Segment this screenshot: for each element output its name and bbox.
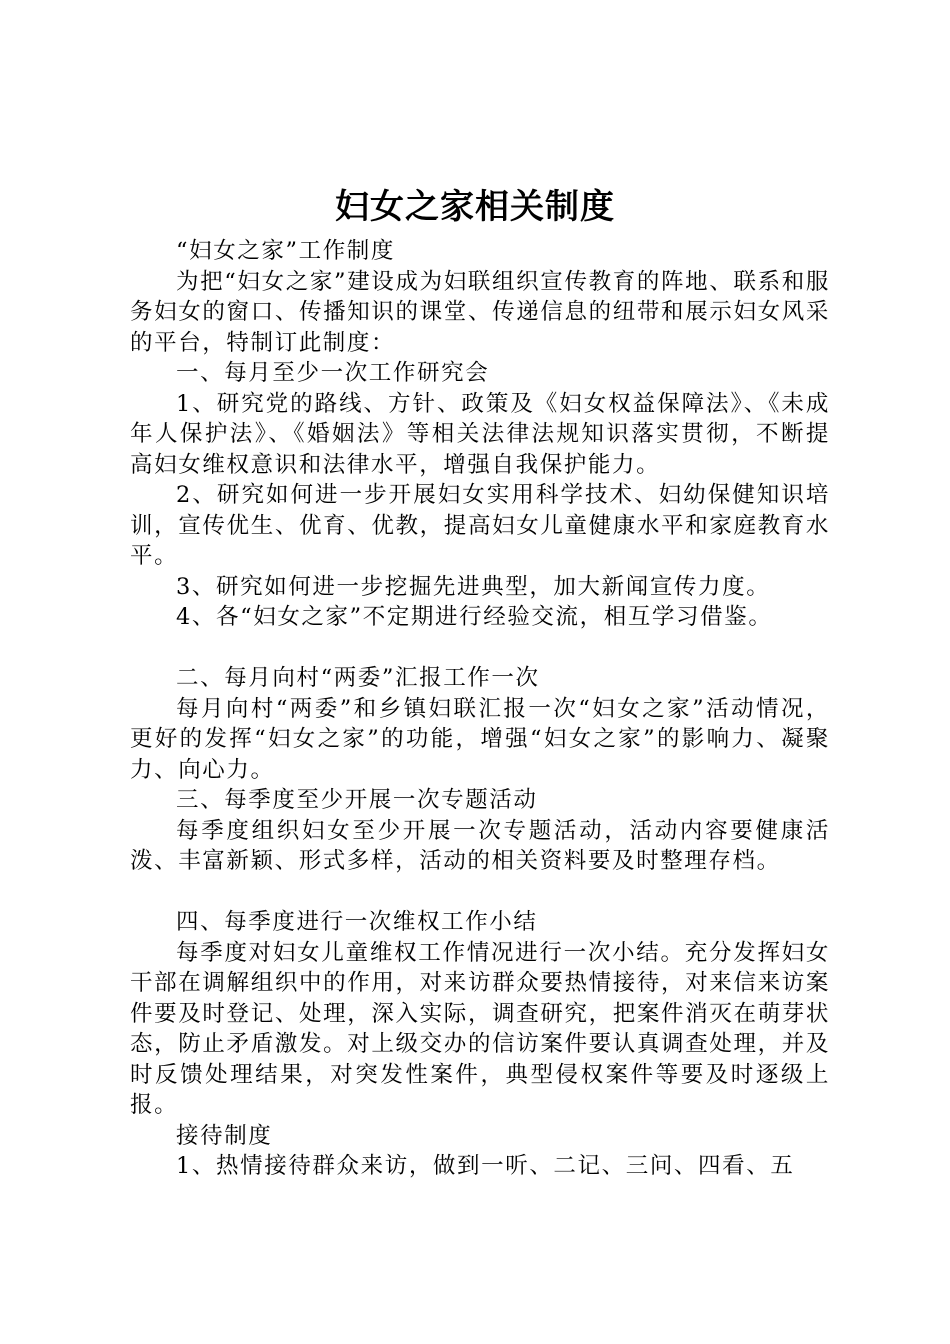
- reception-item-1: 1、热情接待群众来访，做到一听、二记、三问、四看、五: [176, 1153, 795, 1179]
- section-3-paragraph: 每季度组织妇女至少开展一次专题活动，活动内容要健康活泼、丰富新颖、形式多样，活动的相关资料要及时整理存档。: [130, 817, 830, 874]
- section-heading-work-system: “妇女之家”工作制度: [176, 238, 396, 264]
- section-heading-1: 一、每月至少一次工作研究会: [176, 360, 490, 386]
- section-2-paragraph: 每月向村“两委”和乡镇妇联汇报一次“妇女之家”活动情况，更好的发挥“妇女之家”的功能，增强“妇女之家”的影响力、凝聚力、向心力。: [130, 695, 830, 783]
- section-4-paragraph: 每季度对妇女儿童维权工作情况进行一次小结。充分发挥妇女干部在调解组织中的作用，对来访群众要热情接待，对来信来访案件要及时登记、处理，深入实际，调查研究，把案件消灭在萌芽状态，防止矛盾激发。对上级交办的信访案件要认真调查处理，并及时反馈处理结果，对突发性案件，典型侵权案件等要及时逐级上报。: [130, 939, 830, 1118]
- section-heading-reception: 接待制度: [176, 1122, 273, 1149]
- item-1-4: 4、各“妇女之家”不定期进行经验交流，相互学习借鉴。: [176, 604, 773, 630]
- section-heading-2: 二、每月向村“两委”汇报工作一次: [176, 665, 540, 691]
- section-heading-3: 三、每季度至少开展一次专题活动: [176, 787, 538, 813]
- item-1-1: 1、研究党的路线、方针、政策及《妇女权益保障法》、《未成年人保护法》、《婚姻法》等相关法律法规知识落实贯彻，不断提高妇女维权意识和法律水平，增强自我保护能力。: [130, 390, 830, 478]
- intro-paragraph: 为把“妇女之家”建设成为妇联组织宣传教育的阵地、联系和服务妇女的窗口、传播知识的课堂、传递信息的纽带和展示妇女风采的平台，特制订此制度：: [130, 268, 830, 356]
- item-1-3: 3、研究如何进一步挖掘先进典型，加大新闻宣传力度。: [176, 573, 771, 600]
- section-heading-4: 四、每季度进行一次维权工作小结: [176, 909, 538, 935]
- document-title: 妇女之家相关制度: [335, 187, 615, 227]
- document-body: [130, 236, 830, 1182]
- item-1-2: 2、研究如何进一步开展妇女实用科学技术、妇幼保健知识培训，宣传优生、优育、优教，提高妇女儿童健康水平和家庭教育水平。: [130, 482, 830, 569]
